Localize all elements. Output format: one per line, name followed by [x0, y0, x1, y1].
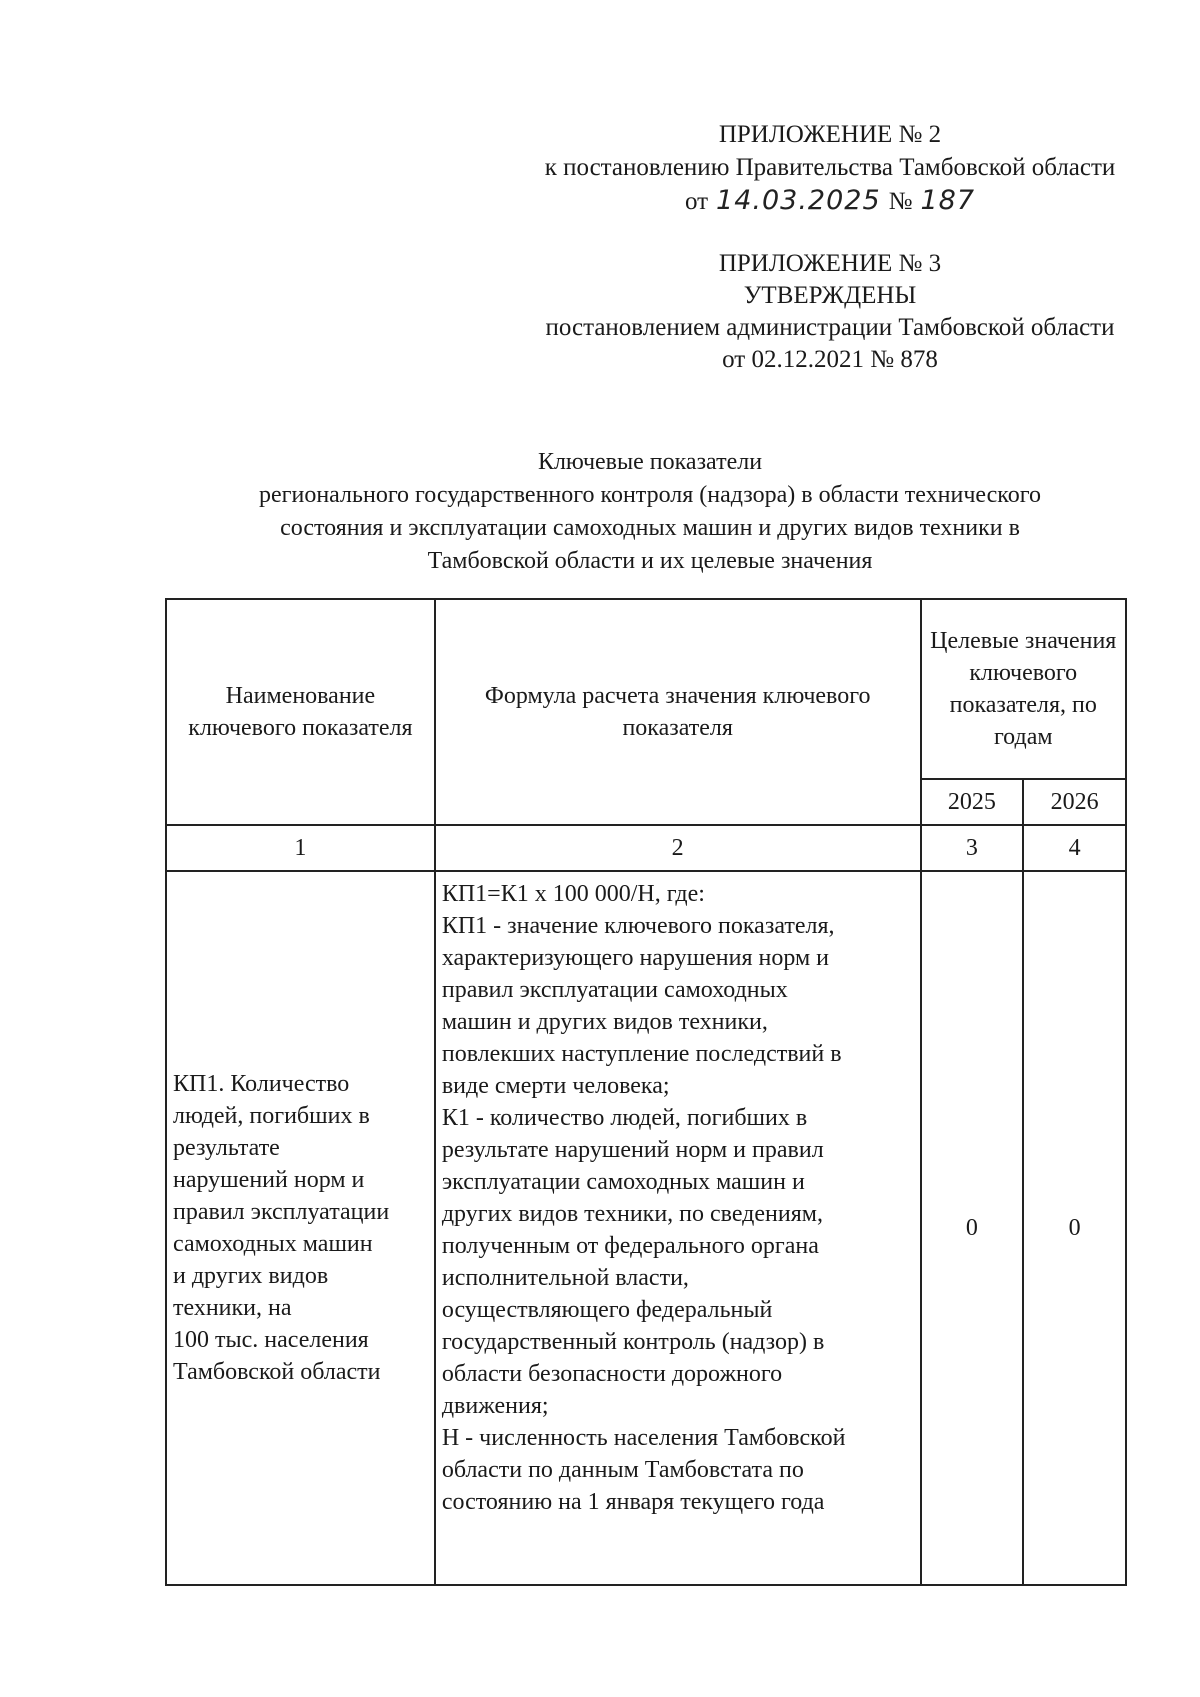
formula-line: К1 - количество людей, погибших в: [441, 1105, 808, 1131]
annex-2-header: [505, 118, 1155, 218]
formula-line: осуществляющего федеральный: [441, 1297, 773, 1323]
formula-line: КП1=К1 х 100 000/Н, где:: [441, 881, 705, 907]
table-header-row: [166, 599, 1126, 779]
formula-line: повлекших наступление последствий в: [441, 1041, 842, 1067]
annex-2-date-line: [505, 184, 1155, 218]
annex-3-approved: УТВЕРЖДЕНЫ: [743, 282, 917, 309]
column-number-1: 1: [166, 825, 435, 871]
title-line-2: регионального государственного контроля (надзора) в области технического: [259, 482, 1041, 508]
formula-line: исполнительной власти,: [441, 1265, 689, 1291]
title-line-4: Тамбовской области и их целевые значения: [427, 548, 873, 574]
kpi-name-line: нарушений норм и: [173, 1167, 365, 1193]
formula-line: состоянию на 1 января текущего года: [441, 1489, 825, 1515]
formula-line: государственный контроль (надзор) в: [441, 1329, 825, 1355]
kpi-name-line: 100 тыс. населения: [173, 1327, 369, 1353]
formula-line: правил эксплуатации самоходных: [441, 977, 788, 1003]
annex-3-by: постановлением администрации Тамбовской области: [545, 314, 1115, 341]
column-number-4: 4: [1023, 825, 1126, 871]
formula-line: виде смерти человека;: [441, 1073, 670, 1099]
formula-line: эксплуатации самоходных машин и: [441, 1169, 805, 1195]
kpi-name-line: техники, на: [173, 1295, 292, 1321]
kpi-name-line: самоходных машин: [173, 1231, 373, 1257]
header-formula: Формула расчета значения ключевого показателя: [435, 599, 921, 825]
formula-line: КП1 - значение ключевого показателя,: [441, 913, 835, 939]
formula-line: области по данным Тамбовстата по: [441, 1457, 804, 1483]
kpi-name-line: Тамбовской области: [173, 1359, 381, 1385]
handwritten-date: 14.03.2025: [716, 185, 881, 216]
kpi-name-line: результате: [173, 1135, 280, 1161]
formula-line: машин и других видов техники,: [441, 1009, 768, 1035]
header-targets: Целевые значения ключевого показателя, по годам: [921, 599, 1127, 779]
column-number-2: 2: [435, 825, 921, 871]
formula-line: движения;: [441, 1393, 549, 1419]
value-2026-cell: 0: [1023, 871, 1126, 1585]
annex-2-date-prefix: от: [684, 188, 709, 215]
table-row: [166, 871, 1126, 1585]
annex-2-number-sign: №: [888, 188, 913, 215]
kpi-name-line: КП1. Количество: [173, 1071, 350, 1097]
formula-line: области безопасности дорожного: [441, 1361, 783, 1387]
formula-line: других видов техники, по сведениям,: [441, 1201, 823, 1227]
kpi-formula-cell: [435, 871, 921, 1585]
kpi-table: [165, 598, 1127, 1586]
handwritten-number: 187: [920, 185, 976, 216]
document-title: [150, 446, 1150, 578]
table-column-numbers-row: [166, 825, 1126, 871]
annex-2-subtitle: к постановлению Правительства Тамбовской области: [544, 154, 1116, 181]
annex-3-header: [505, 248, 1155, 376]
annex-3-date: от 02.12.2021 № 878: [722, 346, 938, 373]
annex-2-title: ПРИЛОЖЕНИЕ № 2: [718, 121, 942, 148]
formula-line: характеризующего нарушения норм и: [441, 945, 829, 971]
formula-line: полученным от федерального органа: [441, 1233, 819, 1259]
kpi-name-cell: [166, 871, 435, 1585]
kpi-name-line: людей, погибших в: [173, 1103, 370, 1129]
title-line-3: состояния и эксплуатации самоходных машин и других видов техники в: [280, 515, 1020, 541]
header-year-2026: 2026: [1023, 779, 1126, 825]
header-name: Наименование ключевого показателя: [166, 599, 435, 825]
kpi-name-line: и других видов: [173, 1263, 329, 1289]
kpi-name-line: правил эксплуатации: [173, 1199, 390, 1225]
value-2025-cell: 0: [921, 871, 1024, 1585]
header-year-2025: 2025: [921, 779, 1024, 825]
annex-3-title: ПРИЛОЖЕНИЕ № 3: [718, 250, 942, 277]
formula-line: результате нарушений норм и правил: [441, 1137, 824, 1163]
formula-line: Н - численность населения Тамбовской: [441, 1425, 846, 1451]
column-number-3: 3: [921, 825, 1024, 871]
title-line-1: Ключевые показатели: [537, 449, 763, 475]
